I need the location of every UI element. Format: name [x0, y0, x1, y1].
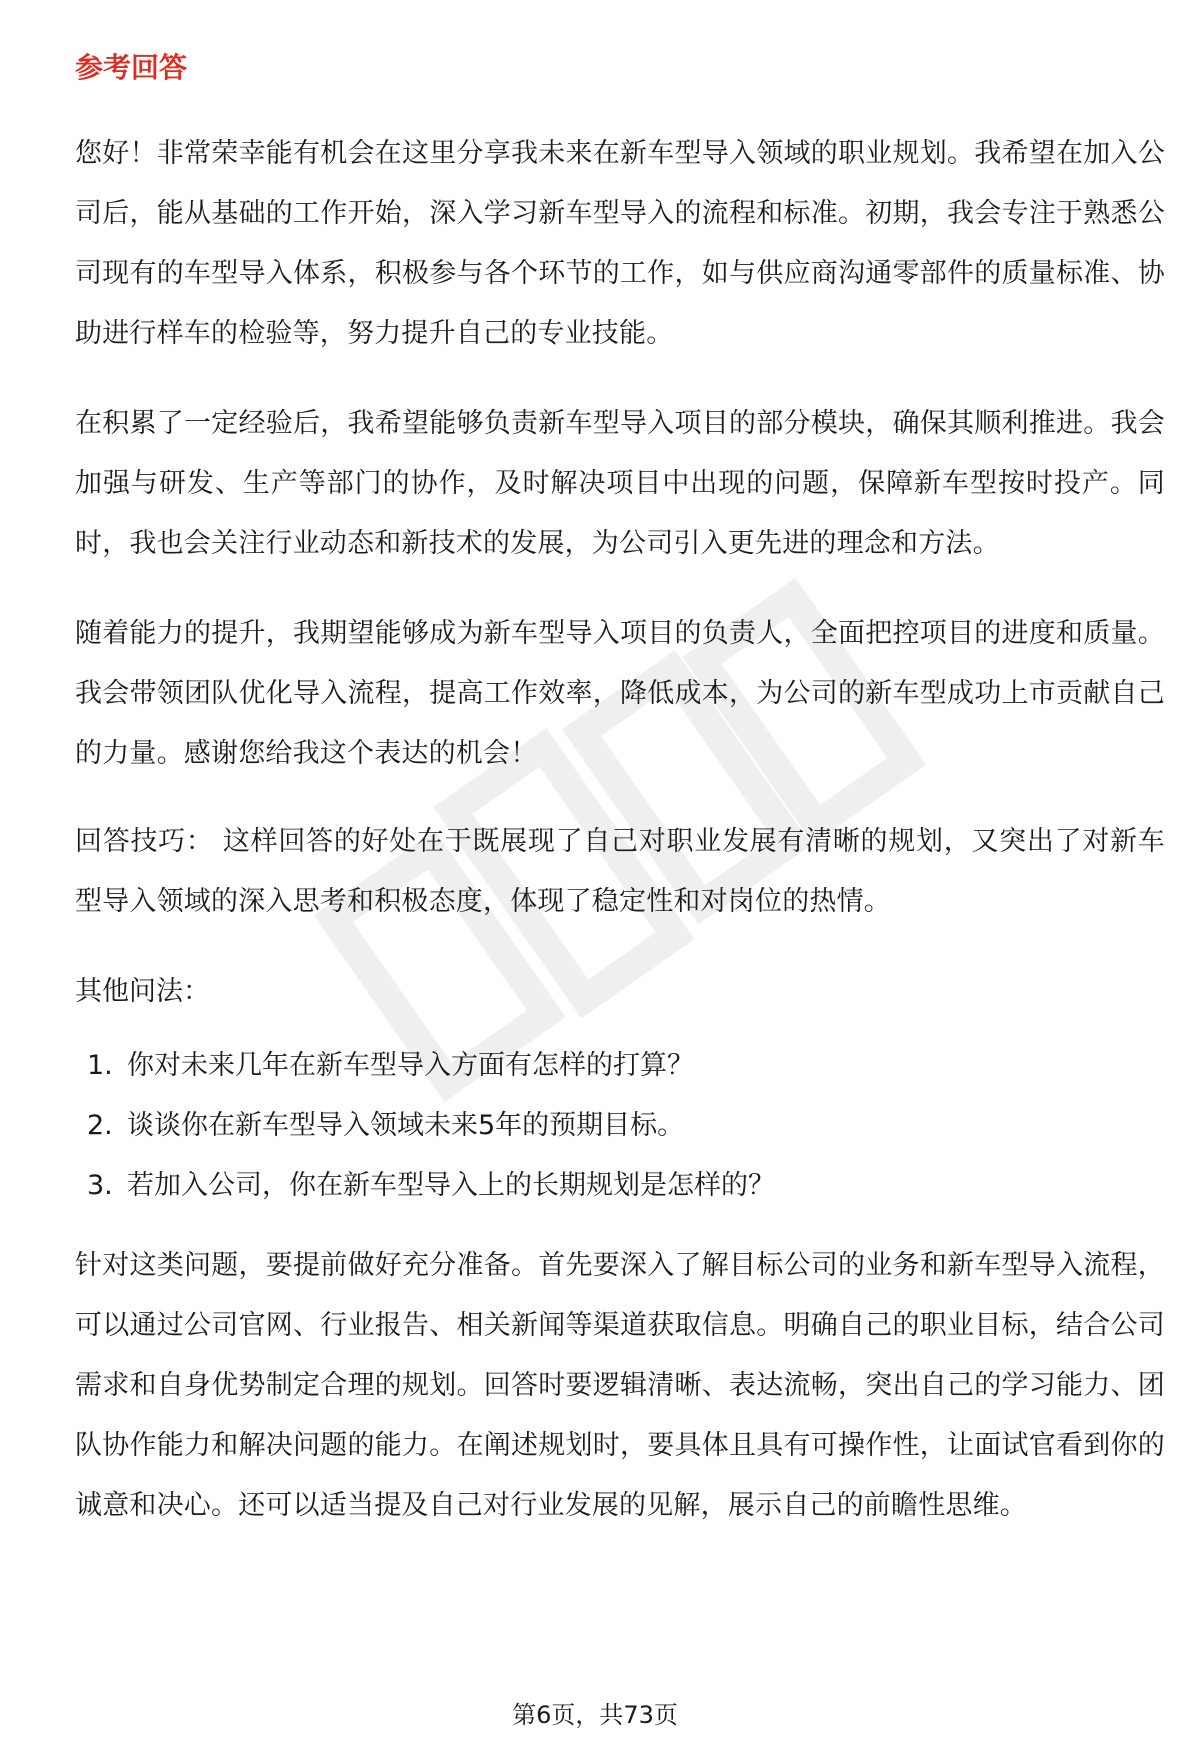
list-item: [87, 1096, 1165, 1156]
other-questions-list: [75, 1036, 1165, 1216]
list-item-text: 谈谈你在新车型导入领域未来5年的预期目标。: [127, 1110, 685, 1141]
answer-paragraph-1: 您好！非常荣幸能有机会在这里分享我未来在新车型导入领域的职业规划。我希望在加入公司后，能从基础的工作开始，深入学习新车型导入的流程和标准。初期，我会专注于熟悉公司现有的车型导入体系，积极参与各个环节的工作，如与供应商沟通零部件的质量标准、协助进行样车的检验等，努力提升自己的专业技能。: [75, 138, 1165, 349]
list-item: [87, 1156, 1165, 1216]
answer-paragraph-2: 在积累了一定经验后，我希望能够负责新车型导入项目的部分模块，确保其顺利推进。我会加强与研发、生产等部门的协作，及时解决项目中出现的问题，保障新车型按时投产。同时，我也会关注行业动态和新技术的发展，为公司引入更先进的理念和方法。: [75, 408, 1165, 559]
section-heading: 参考回答: [75, 51, 188, 84]
page-number-footer: 第6页，共73页: [512, 1701, 678, 1729]
answer-paragraph-3: 随着能力的提升，我期望能够成为新车型导入项目的负责人，全面把控项目的进度和质量。我会带领团队优化导入流程，提高工作效率，降低成本，为公司的新车型成功上市贡献自己的力量。感谢您给我这个表达的机会！: [75, 618, 1165, 769]
list-item-text: 若加入公司，你在新车型导入上的长期规划是怎样的？: [127, 1170, 775, 1201]
list-item-number: 1.: [87, 1050, 113, 1081]
answer-tip: 回答技巧： 这样回答的好处在于既展现了自己对职业发展有清晰的规划，又突出了对新车型导入领域的深入思考和积极态度，体现了稳定性和对岗位的热情。: [75, 826, 1165, 917]
other-questions-label: 其他问法：: [75, 976, 210, 1007]
list-item-number: 2.: [87, 1110, 113, 1141]
list-item-text: 你对未来几年在新车型导入方面有怎样的打算？: [127, 1050, 694, 1081]
closing-paragraph: 针对这类问题，要提前做好充分准备。首先要深入了解目标公司的业务和新车型导入流程，可以通过公司官网、行业报告、相关新闻等渠道获取信息。明确自己的职业目标，结合公司需求和自身优势制定合理的规划。回答时要逻辑清晰、表达流畅，突出自己的学习能力、团队协作能力和解决问题的能力。在阐述规划时，要具体且具有可操作性，让面试官看到你的诚意和决心。还可以适当提及自己对行业发展的见解，展示自己的前瞻性思维。: [75, 1250, 1165, 1521]
list-item: [87, 1036, 1165, 1096]
content-area: [75, 48, 1165, 1566]
list-item-number: 3.: [87, 1170, 113, 1201]
